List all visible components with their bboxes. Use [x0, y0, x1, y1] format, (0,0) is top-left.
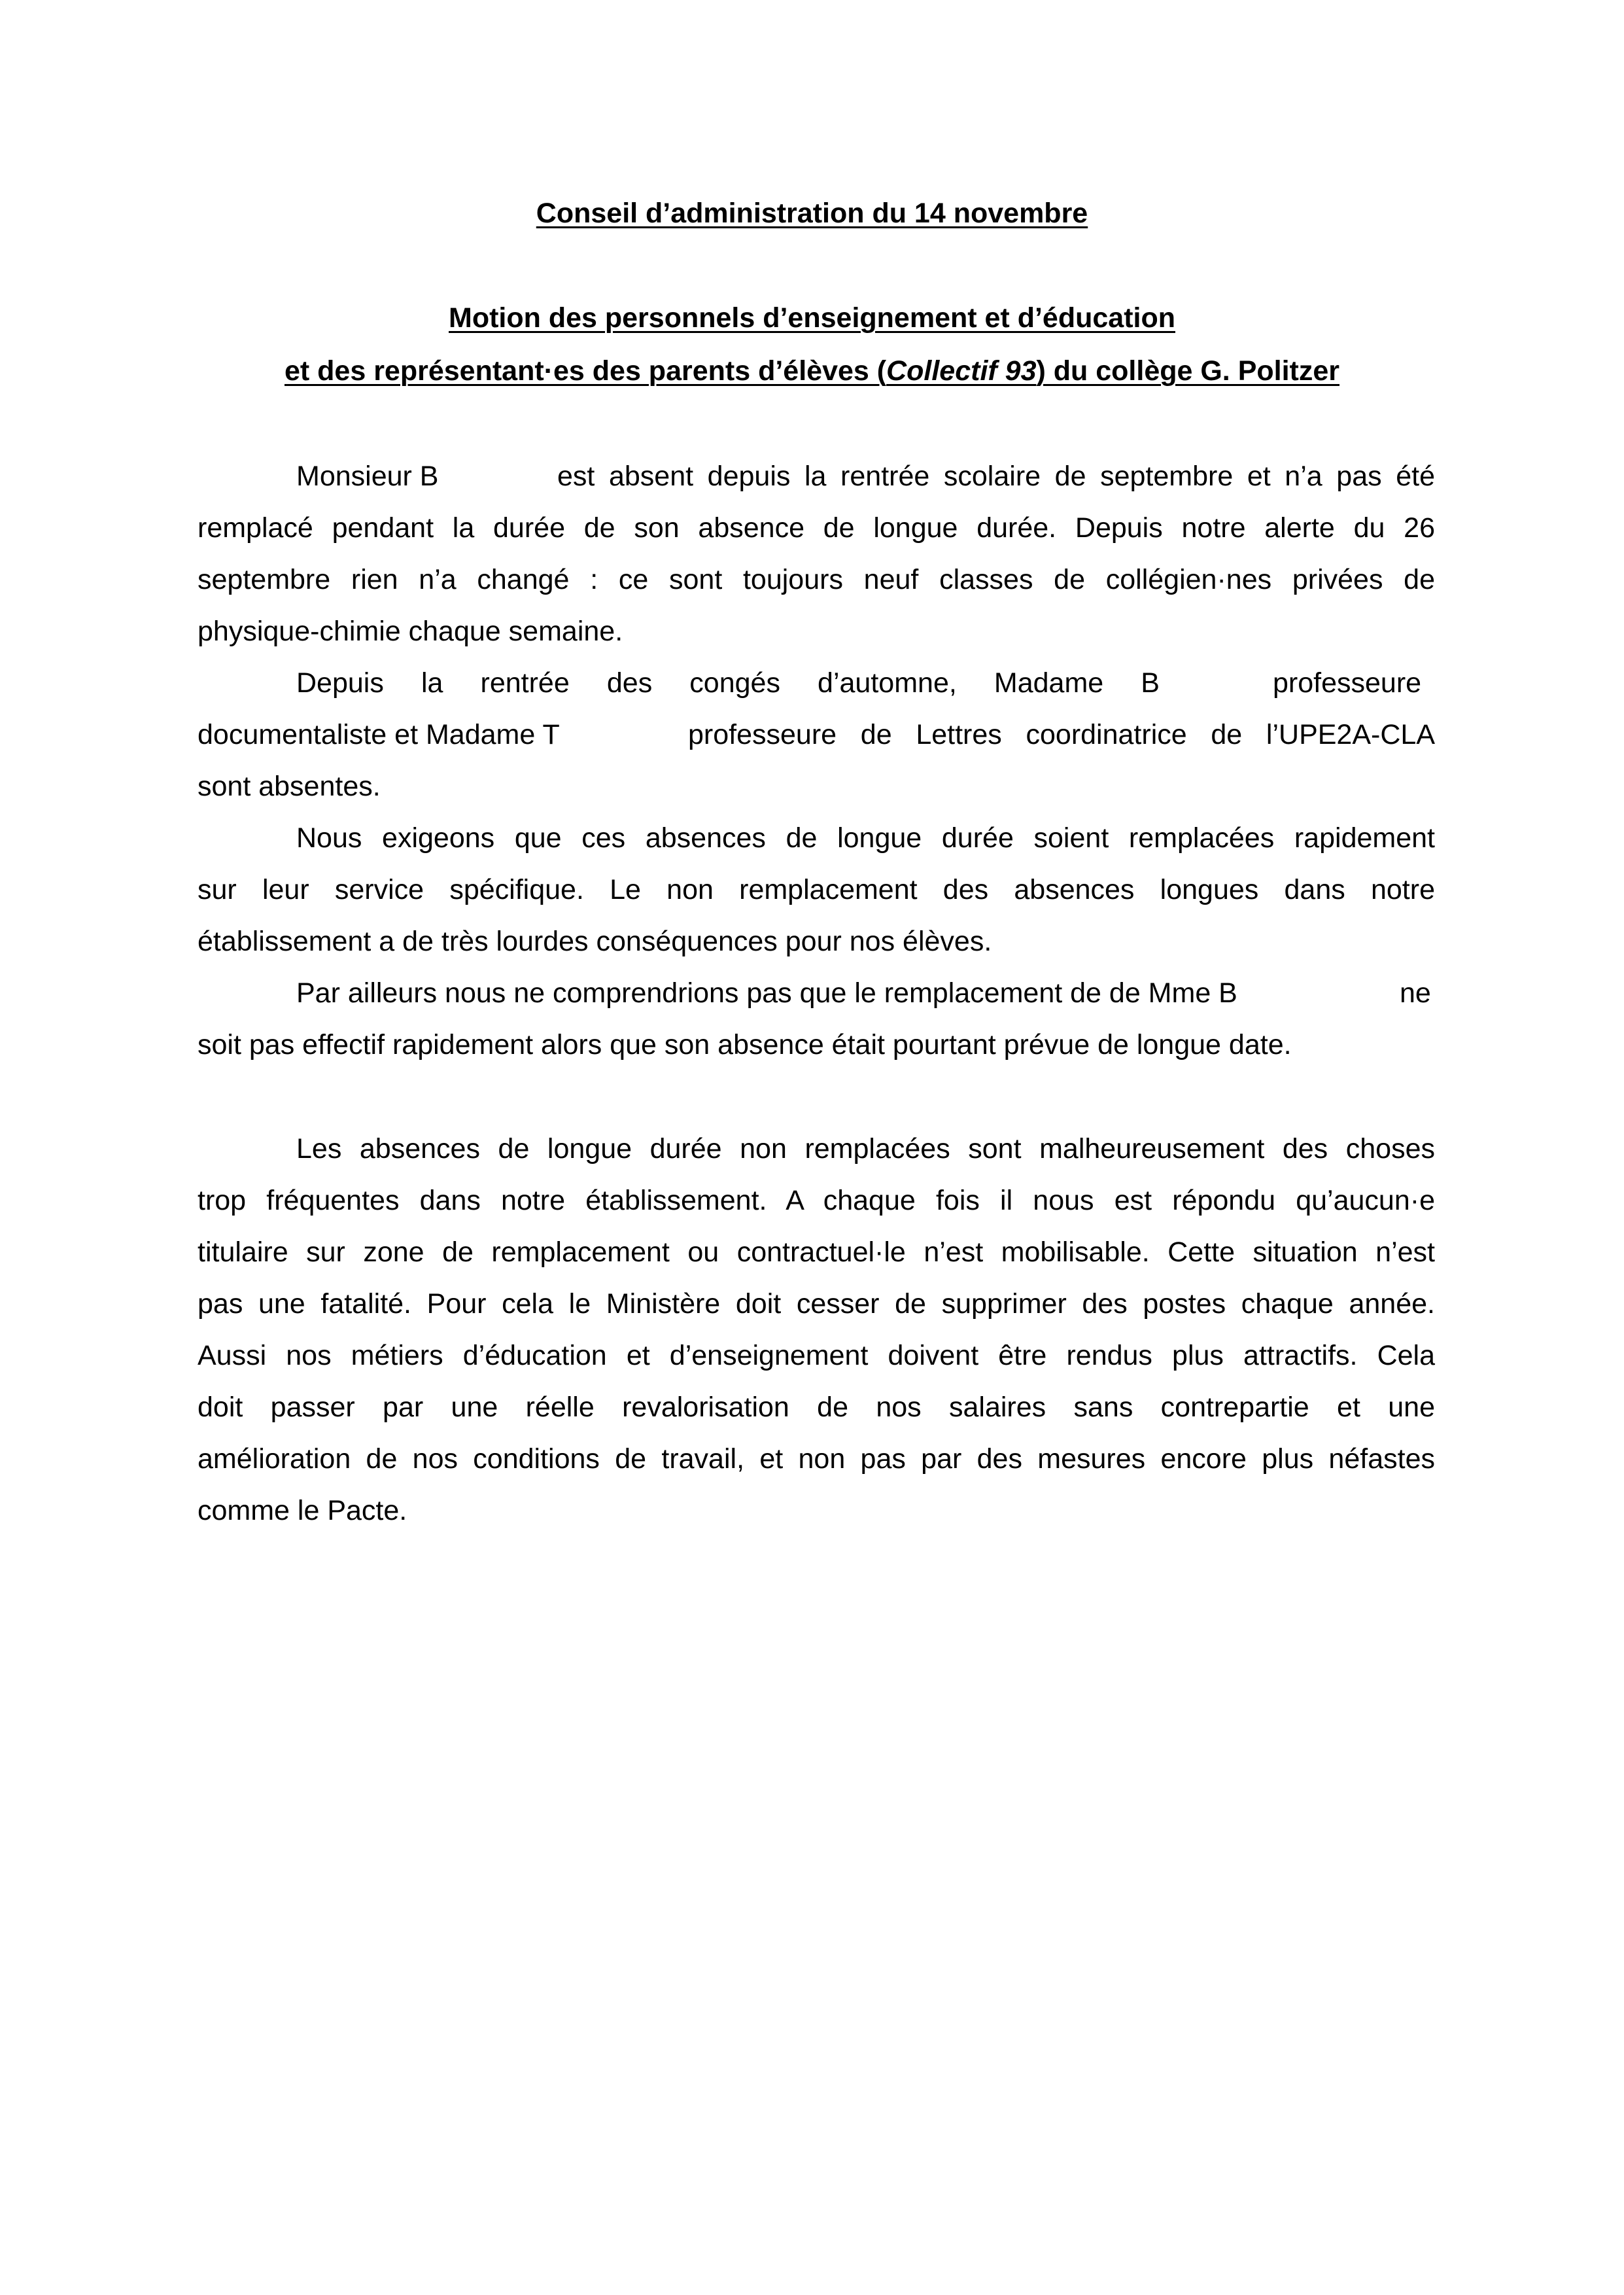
p4-line-1-end: ne: [1400, 977, 1431, 1009]
p4-line-1-start: Par ailleurs nous ne comprendrions pas que le remplacement de de Mme B: [296, 977, 1237, 1009]
p2-line-1-start: Depuis la rentrée des congés d’automne, Madame B: [296, 667, 1160, 699]
p1-line-3: septembre rien n’a changé : ce sont toujours neuf classes de collégien·nes privées de: [198, 564, 1435, 595]
motion-title-line-2-end: ) du collège G. Politzer: [1036, 355, 1340, 387]
p2-line-2-start: documentaliste et Madame T: [198, 719, 560, 750]
p3-line-1: Nous exigeons que ces absences de longue durée soient remplacées rapidement: [296, 822, 1435, 854]
p1-line-4: physique-chimie chaque semaine.: [198, 616, 623, 647]
motion-title-line-1: Motion des personnels d’enseignement et d’éducation: [449, 302, 1175, 334]
p4-line-2: soit pas effectif rapidement alors que son absence était pourtant prévue de longue date.: [198, 1029, 1292, 1060]
motion-title-line-2: [0, 355, 1624, 387]
motion-title-line-2-start: et des représentant·es des parents d’élèves (: [284, 355, 887, 387]
p2-line-2-end: professeure de Lettres coordinatrice de l’UPE2A-CLA: [688, 719, 1435, 750]
p3-line-2: sur leur service spécifique. Le non remplacement des absences longues dans notre: [198, 874, 1435, 905]
p5-line-2: trop fréquentes dans notre établissement. A chaque fois il nous est répondu qu’aucun·e: [198, 1185, 1435, 1216]
collectif-name: Collectif 93: [886, 355, 1037, 387]
p1-line-2: remplacé pendant la durée de son absence de longue durée. Depuis notre alerte du 26: [198, 512, 1435, 544]
p2-line-3: sont absentes.: [198, 771, 381, 802]
p3-line-3: établissement a de très lourdes conséquences pour nos élèves.: [198, 926, 992, 957]
p5-line-8: comme le Pacte.: [198, 1495, 407, 1526]
p5-line-1: Les absences de longue durée non remplacées sont malheureusement des choses: [296, 1133, 1435, 1165]
p2-line-1-end: professeure: [1273, 667, 1422, 699]
p5-line-7: amélioration de nos conditions de travail, et non pas par des mesures encore plus néfastes: [198, 1443, 1435, 1475]
p1-line-1-start: Monsieur B: [296, 461, 439, 492]
p1-line-1-end: est absent depuis la rentrée scolaire de septembre et n’a pas été: [557, 461, 1435, 492]
p5-line-4: pas une fatalité. Pour cela le Ministère doit cesser de supprimer des postes chaque année.: [198, 1288, 1435, 1320]
p5-line-3: titulaire sur zone de remplacement ou contractuel·le n’est mobilisable. Cette situation n’est: [198, 1236, 1435, 1268]
p5-line-5: Aussi nos métiers d’éducation et d’enseignement doivent être rendus plus attractifs. Cela: [198, 1340, 1435, 1371]
document-title: Conseil d’administration du 14 novembre: [536, 198, 1088, 229]
p5-line-6: doit passer par une réelle revalorisation de nos salaires sans contrepartie et une: [198, 1392, 1435, 1423]
